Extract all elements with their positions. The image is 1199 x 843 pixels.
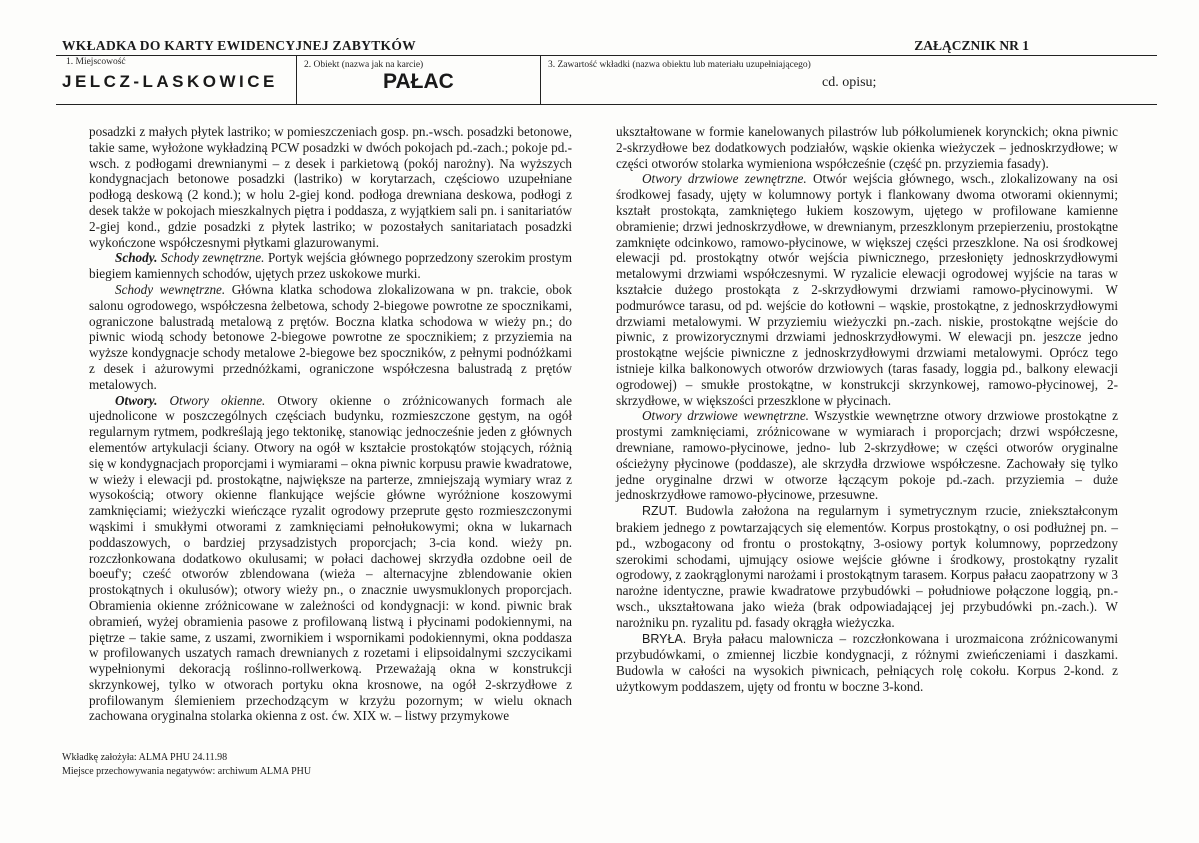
field-contents-value: cd. opisu; — [822, 75, 877, 90]
paragraph-doors-interior — [616, 408, 1118, 503]
text-doors-interior: Wszystkie wewnętrzne otwory drzwiowe prostokątne z prostymi zamknięciami, zróżnicowane w wymiarach i proporcjach; drzwi współczesne, drewniane, ramowo-płycinowe, jedno- lub 2-skrzydłowe; w części otworów oryginalne ościeżyny płycinowe (poddasze), ale skrzydła drzwiowe współczesne. Zachowały się tylko jedne oryginalne drzwi w otworze łączącym pokoje pd.-zach. przyziemia – duże jednoskrzydłowe ramowo-płycinowe, przesuwne. — [616, 408, 1119, 503]
header-divider-1 — [296, 55, 297, 105]
heading-massing: BRYŁA. — [642, 631, 687, 646]
text-column-right — [616, 124, 1118, 695]
heading-stairs: Schody. — [115, 250, 158, 266]
subheading-stairs-interior: Schody wewnętrzne. — [115, 281, 226, 297]
field-object-value: PAŁAC — [383, 70, 454, 93]
field-contents-label: 3. Zawartość wkładki (nazwa obiektu lub materiału uzupełniającego) — [548, 60, 811, 70]
heading-plan: RZUT. — [642, 504, 678, 519]
paragraph-massing — [616, 631, 1118, 695]
header-top-rule — [56, 55, 1157, 56]
footer-negatives-location: Miejsce przechowywania negatywów: archiwum ALMA PHU — [62, 766, 312, 777]
field-locality-value: JELCZ-LASKOWICE — [62, 72, 278, 91]
text-column-left — [89, 124, 572, 724]
paragraph-window-continuation: ukształtowane w formie kanelowanych pilastrów lub półkolumienek korynckich; okna piwnic 2-skrzydłowe bez dodatkowych podziałów, wąskie okienka wieżyczek – jednoskrzydłowe; w części otworów stolarka wymieniona współcześnie (część pn. przyziemia fasady). — [616, 124, 1118, 171]
heading-openings: Otwory. — [115, 392, 158, 408]
text-massing: Bryła pałacu malownicza – rozczłonkowana i urozmaicona zróżnicowanymi przybudówkami, o zmiennej liczbie kondygnacji, z różnymi zwieńczeniami i daszkami. Budowla w całości na wysokich piwnicach, pełniących rolę cokołu. Korpus 2-kond. z użytkowym poddaszem, ujęty od frontu w boczne 3-kond. — [616, 630, 1118, 694]
annex-label: ZAŁĄCZNIK NR 1 — [914, 38, 1029, 53]
footer-created-by: Wkładkę założyła: ALMA PHU 24.11.98 — [62, 752, 228, 763]
subheading-doors-interior: Otwory drzwiowe wewnętrzne. — [642, 408, 809, 424]
subheading-stairs-exterior: Schody zewnętrzne. — [160, 250, 265, 266]
text-plan: Budowla założona na regularnym i symetrycznym rzucie, zniekształconym brakiem jednego z powtarzających się elementów. Korpus prostokątny, o osi podłużnej pn. – pd., wzbogacony od frontu o prostokątny, 3-osiowy portyk kolumnowy, poprzedzony szerokimi schodami, ujmujący osiowe wejście główne i środkowy, prostokątny ryzalit ogrodowy, z zaokrąglonymi narożami i prostokątnym tarasem. Korpus pałacu zaopatrzony w 3 narożne identyczne, prawie kwadratowe przybudówki – południowe połączone loggią, pn.-wsch., ukształtowana jako wieża (brak odpowiadającej jej przybudówki pn.-zach.). W narożniku pn. ryzalitu pd. fasady okrągła wieżyczka. — [616, 503, 1119, 630]
field-locality-label: 1. Miejscowość — [66, 57, 126, 67]
paragraph-openings-windows — [89, 393, 572, 725]
paragraph-stairs-exterior — [89, 250, 572, 282]
header-divider-2 — [540, 55, 541, 105]
paragraph-doors-exterior — [616, 171, 1118, 408]
text-windows: Otwory okienne o zróżnicowanych formach ale ujednolicone w poszczególnych częściach budynku, rozmieszczone gęstym, na ogół regularnym rytmem, podkreślają jego tektonikę, stanowiąc jednocześnie jeden z głównych elementów artykulacji ściany. Otwory na ogół w kształcie prostokątów stojących, różnią się w kondygnacjach proporcjami i wymiarami – okna piwnic korpusu prawie kwadratowe, w wieży i elewacji pd. prostokątne, największe na parterze, zmniejszają wymiary wraz z wysokością; otwory okienne flankujące wejście główne wyróżnione koszowymi zamknięciami; wieżyczki wieńczące ryzalit ogrodowy przeprute gęsto rozmieszczonymi wąskimi i smukłymi otworami z zamknięciami pełnołukowymi; okna w lukarnach poddaszowych, o bardziej przysadzistych proporcjach; 3-cia kond. wieży pn. rozczłonkowana dodatkowo okulusami; w połaci dachowej skrzydła ozdobne oeil de boeuf'y; cześć otworów zblendowana (wieża – alternacyjne zblendowanie okien prostokątnych i okulusów); otwory wieży pn., o znacznie uwysmuklonych proporcjach. Obramienia okienne zróżnicowane w zależności od kondygnacji: w kond. piwnic brak obramień, wyżej obramienia pasowe z profilowaną listwą i płycinami podokiennymi, na piętrze – takie same, z uszami, zwornikiem i wspornikami podokiennymi, okna poddasza w profilowanych uszatych ramach drewnianych z rozetami i elipsoidalnymi szczycikami wypełnionymi dekoracją roślinno-rollwerkową. Przeważają okna w konstrukcji skrzynkowej, tylko w otworach portyku okna krosnowe, na ogół 2-skrzydłowe z profilowanym ślemieniem przechodzącym w krzyżu pozornym; w wielu oknach zachowana oryginalna stolarka okienna z ost. ćw. XIX w. – listwy przymykowe — [89, 392, 573, 724]
paragraph-plan — [616, 503, 1118, 630]
form-title: WKŁADKA DO KARTY EWIDENCYJNEJ ZABYTKÓW — [62, 38, 416, 53]
paragraph-floors: posadzki z małych płytek lastriko; w pomieszczeniach gosp. pn.-wsch. posadzki betonowe, takie same, wyłożone wykładziną PCW posadzki w dwóch pokojach pd.-zach.; pokoje pd.-wsch. z podłogami drewnianymi – z desek i parkietową (pokój narożny). Na wyższych kondygnacjach betonowe posadzki (lastriko) w korytarzach, częściowo uzupełniane podłogą deskową (2 kond.); w holu 2-giej kond. podłoga drewniana deskowa, podłogi z desek także w pokojach mieszkalnych piętra i poddasza, z wyjątkiem sali pn. i sanitariatów 2-giej kond., gdzie posadzki z płytek lastriko; w pozostałych sanitariatach posadzki wykończone współczesnymi płytkami glazurowanymi. — [89, 124, 572, 250]
text-doors-exterior: Otwór wejścia głównego, wsch., zlokalizowany na osi środkowej fasady, ujęty w kolumnowy portyk i flankowany dwoma otworami okiennymi; kształt prostokąta, zamkniętego łukiem koszowym, ujętego w profilowane kamienne obramienie; drzwi jednoskrzydłowe, w drewnianym, przeszklonym przepierzeniu, prostokątne zamknięte odcinkowo, ramowo-płycinowe, w większej części przeszklone. Na osi środkowej elewacji pd. prostokątny otwór wejścia piwnicznego, przesłonięty jednoskrzydłowymi metalowymi drzwiami współczesnymi. W ryzalicie elewacji ogrodowej wyjście na taras w kształcie dużego prostokąta z 2-skrzydłowymi drzwiami ramowo-płycinowymi. W podmurówce tarasu, od pd. wejście do kotłowni – wąskie, prostokątne, z jednoskrzydłowymi drzwiami metalowymi. W przyziemiu wieżyczki pn.-zach. niskie, prostokątne wejście do piwnic, z prowizorycznymi drzwiami jednoskrzydłowymi. W elewacji pn. jeszcze jedno prostokątne wejście piwniczne z jednoskrzydłowymi drzwiami metalowymi. Oprócz tego istnieje kilka balkonowych otworów drzwiowych (taras fasady, loggia pd., balkony elewacji ogrodowej) – smukłe prostokątne, w konstrukcji skrzynkowej, ramowo-płycinowej, 2-skrzydłowe, w większości przeszklone w płycinach. — [616, 171, 1118, 408]
field-object-label: 2. Obiekt (nazwa jak na karcie) — [304, 60, 424, 70]
paragraph-stairs-interior — [89, 282, 572, 393]
header-bottom-rule — [56, 104, 1157, 105]
subheading-doors-exterior: Otwory drzwiowe zewnętrzne. — [642, 171, 807, 187]
subheading-windows: Otwory okienne. — [169, 392, 266, 408]
text-stairs-exterior: Portyk wejścia głównego poprzedzony szerokim prostym biegiem kamiennych schodów, ujętych przez uskokowe murki. — [89, 250, 572, 282]
text-stairs-interior: Główna klatka schodowa zlokalizowana w pn. trakcie, obok salonu ogrodowego, współczesna żelbetowa, schody 2-biegowe powrotne ze spocznikami, ograniczone balustradą metalową z prętów. Boczna klatka schodowa w wieży pn.; do piwnic wiodą schody betonowe 2-biegowe powrotne ze spocznikiem; z przyziemia na wyższe kondygnacje schody metalowe 2-biegowe bez spoczników, z pełnymi podnóżkami z desek i ażurowymi przednóżkami, ograniczone współczesna balustradą z prętów metalowych. — [89, 281, 572, 392]
